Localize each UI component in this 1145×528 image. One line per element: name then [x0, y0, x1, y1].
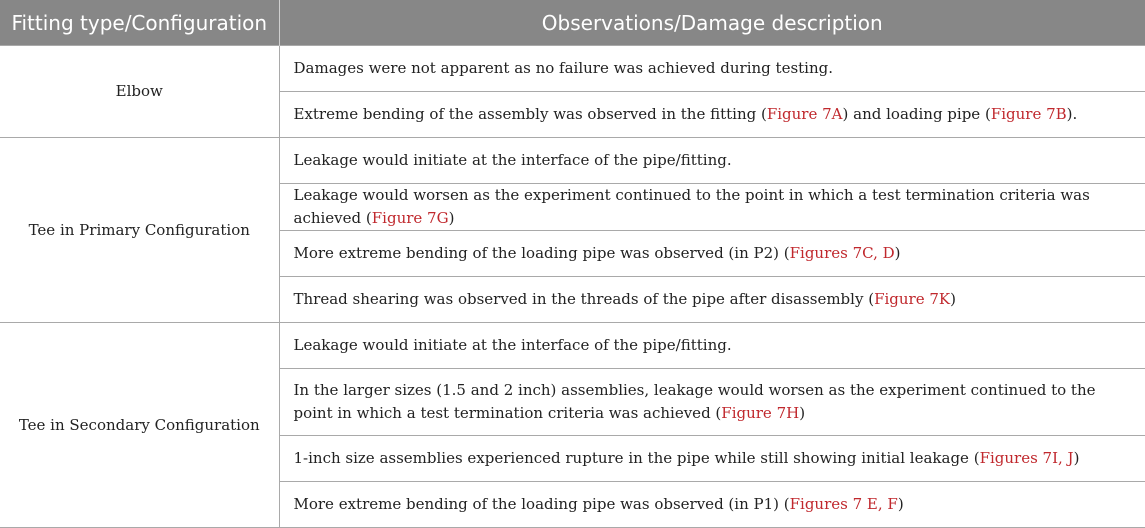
observation-cell: Thread shearing was observed in the threads of the pipe after disassembly (Figure 7K)	[279, 277, 1145, 323]
figure-link[interactable]: Figures 7 E, F	[789, 495, 898, 513]
table-row	[0, 46, 1145, 92]
figure-link[interactable]: Figures 7I, J	[979, 449, 1074, 467]
observation-cell: More extreme bending of the loading pipe was observed (in P2) (Figures 7C, D)	[279, 231, 1145, 277]
header-row	[0, 0, 1145, 46]
figure-link[interactable]: Figure 7K	[874, 290, 951, 308]
header-fitting-type: Fitting type/Configuration	[0, 0, 279, 46]
fitting-type-cell: Tee in Secondary Configuration	[0, 323, 279, 528]
observation-cell: More extreme bending of the loading pipe was observed (in P1) (Figures 7 E, F)	[279, 482, 1145, 528]
table-row	[0, 138, 1145, 184]
figure-link[interactable]: Figure 7A	[766, 105, 843, 123]
table-row	[0, 323, 1145, 369]
figure-link[interactable]: Figure 7H	[721, 404, 800, 422]
figure-link[interactable]: Figure 7B	[990, 105, 1067, 123]
observation-cell: In the larger sizes (1.5 and 2 inch) assemblies, leakage would worsen as the experiment continued to the point in which a test termination criteria was achieved (Figure 7H)	[279, 369, 1145, 436]
observation-cell: Leakage would initiate at the interface of the pipe/fitting.	[279, 323, 1145, 369]
observation-cell: 1-inch size assemblies experienced rupture in the pipe while still showing initial leakage (Figures 7I, J)	[279, 436, 1145, 482]
figure-link[interactable]: Figures 7C, D	[789, 244, 895, 262]
fitting-type-cell: Elbow	[0, 46, 279, 138]
figure-link[interactable]: Figure 7G	[371, 209, 449, 227]
observation-cell: Damages were not apparent as no failure was achieved during testing.	[279, 46, 1145, 92]
observation-cell: Leakage would worsen as the experiment continued to the point in which a test termination criteria was achieved (Figure 7G)	[279, 184, 1145, 231]
observation-cell: Extreme bending of the assembly was observed in the fitting (Figure 7A) and loading pipe (Figure 7B).	[279, 92, 1145, 138]
header-observations: Observations/Damage description	[279, 0, 1145, 46]
fitting-type-cell: Tee in Primary Configuration	[0, 138, 279, 323]
observation-cell: Leakage would initiate at the interface of the pipe/fitting.	[279, 138, 1145, 184]
